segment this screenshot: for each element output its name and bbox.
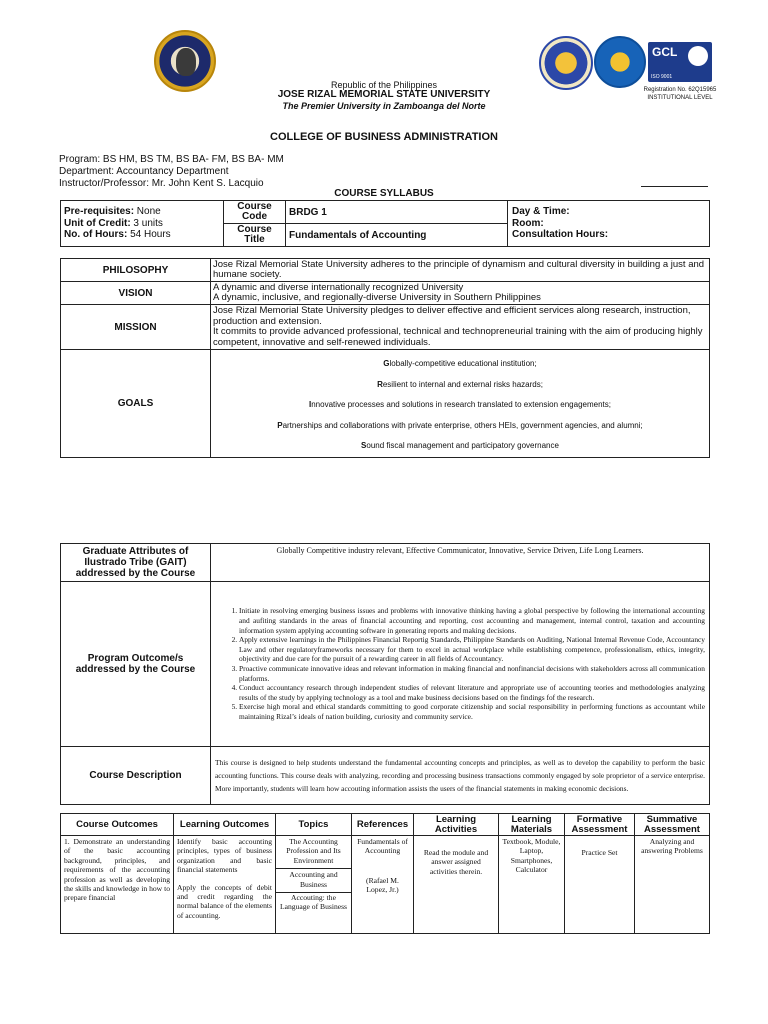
gcl-iso-certification-icon [648, 42, 712, 82]
iso-text: ISO 9001 [651, 74, 673, 80]
topics-cell [276, 836, 352, 934]
goals-list [211, 350, 710, 458]
header-learning-activities: Learning Activities [414, 814, 499, 836]
program-outcomes-label: Program Outcome/s addressed by the Course [61, 582, 211, 747]
header-summative-assessment: Summative Assessment [635, 814, 710, 836]
course-description-label: Course Description [61, 747, 211, 805]
university-name: JOSE RIZAL MEMORIAL STATE UNIVERSITY [277, 89, 491, 100]
goal-item: Sound fiscal management and participatory governance [361, 441, 559, 451]
course-title-label: Course Title [224, 224, 286, 247]
topic-item: Accouting: the Language of Business [279, 893, 348, 912]
gait-text: Globally Competitive industry relevant, Effective Communicator, Innovative, Service Driven, Life Long Learners. [211, 544, 710, 582]
college-name: COLLEGE OF BUSINESS ADMINISTRATION [270, 131, 498, 143]
schedule-cell: Day & Time: Room: Consultation Hours: [508, 201, 710, 247]
program-line: Program: BS HM, BS TM, BS BA- FM, BS BA- MM [59, 154, 284, 165]
gcl-logo-text: GCL [652, 45, 678, 59]
republic-label: Republic of the Philippines [330, 80, 438, 90]
mission-label: MISSION [61, 305, 211, 350]
department-line: Department: Accountancy Department [59, 166, 229, 177]
course-code-label: Course Code [224, 201, 286, 224]
goal-item: Innovative processes and solutions in research translated to extension engagements; [309, 400, 611, 410]
course-info-table [60, 200, 710, 247]
signature-line [641, 186, 708, 187]
topic-item: Accounting and Business [276, 869, 351, 893]
summative-cell: Analyzing and answering Problems [635, 836, 710, 934]
header-topics: Topics [276, 814, 352, 836]
course-description-text: This course is designed to help students understand the fundamental accounting concepts and principles, as well as to develop the capability to perform the basic accounting functions. This course deals with analyzing, recording and processing business transactions commonly engaged by sole proprietor of a service enterprise. More importantly, students will learn how accouting information assists the users of the financial statements in making economic decisions. [211, 747, 710, 805]
formative-cell: Practice Set [565, 836, 635, 934]
activities-cell: Read the module and answer assigned activities therein. [414, 836, 499, 934]
references-cell: Fundamentals of Accounting (Rafael M. Lopez, Jr.) [352, 836, 414, 934]
graduate-attributes-table [60, 543, 710, 805]
program-outcome-item: 1. Initiate in resolving emerging business issues and problems with innovative thinking having a global perspective by following the international accounting and aufiting standards in the areas of financial accounting and reporting, cost accounting and management, internal control, taxation and accounting information system applying accounting software in generating reports and making decisions. [239, 606, 705, 635]
vision-label: VISION [61, 282, 211, 305]
goal-item: Partnerships and collaborations with private enterprise, others HEIs, government agencies, and alumni; [277, 420, 643, 430]
learning-outcome-cell: Identify basic accounting principles, types of business organization and basic financial statements Apply the concepts of debit and credit regarding the normal balance of the elements of accounting. [174, 836, 276, 934]
goal-item: Resilient to internal and external risks hazards; [377, 379, 543, 389]
course-title-value: Fundamentals of Accounting [286, 224, 508, 247]
vision-text: A dynamic and diverse internationally recognized University A dynamic, inclusive, and regionally-diverse University in Southern Philippines [211, 282, 710, 305]
program-outcome-item: 2. Apply extensive learnings in the Philippines Financial Reportig Standards, Philippine Standards on Auditing, National Internal Revenue Code, Accountancy Law and other regulatoryframeworks necessary for them to excel in actual workplace while establishing competence, professionalism, ethics, integrity, objectivity and due care for the pursuit of a rewarding career in all fields of Accountancy. [239, 635, 705, 664]
header-learning-outcomes: Learning Outcomes [174, 814, 276, 836]
goal-item: Globally-competitive educational institution; [383, 359, 537, 369]
header-formative-assessment: Formative Assessment [565, 814, 635, 836]
course-code-value: BRDG 1 [286, 201, 508, 224]
header-course-outcomes: Course Outcomes [61, 814, 174, 836]
course-outcome-cell: 1. Demonstrate an understanding of the basic accounting background, principles, and requirements of the accounting profession as well as developing the skills and knowledge in how to prepare financial [61, 836, 174, 934]
header-learning-materials: Learning Materials [499, 814, 565, 836]
syllabus-title: COURSE SYLLABUS [334, 188, 434, 199]
philosophy-text: Jose Rizal Memorial State University adheres to the principle of dynamism and cultural diversity in building a just and humane society. [211, 259, 710, 282]
course-prereq-cell: Pre-requisites: None Unit of Credit: 3 units No. of Hours: 54 Hours [61, 201, 224, 247]
program-outcome-item: 5. Exercise high moral and ethical standards committing to good corporate citizenship and social responsibility in performing functions as accountant while maintaining Rizal’s ideals of nation building, curiosity and community service. [239, 702, 705, 721]
registration-info: Registration No. 62Q15965 INSTITUTIONAL LEVEL [643, 87, 717, 101]
course-outcomes-table [60, 813, 710, 934]
program-outcome-item: 4. Conduct accountancy research through independent studies of relevant literature and appropriate use of accounting teories and methodologies analyzing results of the study by applying technology as a tool and make business decisions based on the findings fof the research. [239, 683, 705, 702]
program-outcomes-list [211, 582, 710, 747]
institution-table [60, 258, 710, 458]
header-references: References [352, 814, 414, 836]
mission-text: Jose Rizal Memorial State University pledges to deliver effective and efficient services along research, instruction, production and extension. It commits to provide advanced professional, technical and technopreneurial training with the aim of producing highly competent, innovative and self-renewed individuals. [211, 305, 710, 350]
instructor-line: Instructor/Professor: Mr. John Kent S. Lacquio [59, 178, 264, 189]
goals-label: GOALS [61, 350, 211, 458]
university-tagline: The Premier University in Zamboanga del Norte [282, 101, 486, 111]
gait-label: Graduate Attributes of Ilustrado Tribe (GAIT) addressed by the Course [61, 544, 211, 582]
program-outcome-item: 3. Proactive communicate innovative ideas and relevant information in making financial and nonfinancial decisions with stakeholders across all communication platforms. [239, 664, 705, 683]
philosophy-label: PHILOSOPHY [61, 259, 211, 282]
topic-item: The Accounting Profession and Its Environment [276, 836, 351, 869]
materials-cell: Textbook, Module, Laptop, Smartphones, Calculator [499, 836, 565, 934]
